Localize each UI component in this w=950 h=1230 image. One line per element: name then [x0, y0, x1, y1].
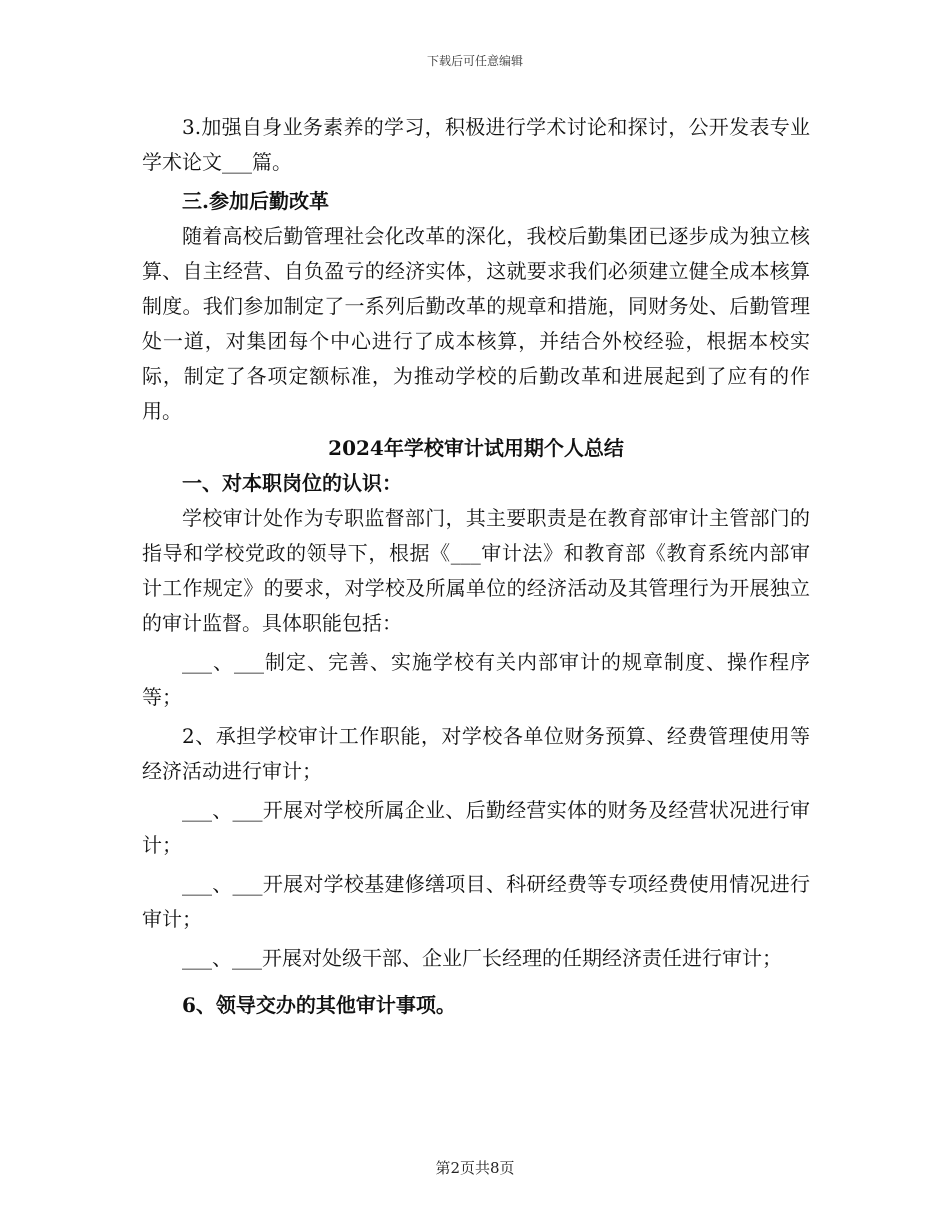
list-item-duty-3: ___、___开展对学校所属企业、后勤经营实体的财务及经营状况进行审计； — [142, 798, 810, 857]
page-header: 下载后可任意编辑 — [426, 54, 523, 68]
section-heading-job-understanding: 一、对本职岗位的认识： — [182, 471, 402, 495]
list-item-duty-1: ___、___制定、完善、实施学校有关内部审计的规章制度、操作程序等； — [142, 650, 810, 709]
page-footer: 第2页共8页 — [435, 1159, 515, 1177]
list-item-duty-5: ___、___开展对处级干部、企业厂长经理的任期经济责任进行审计； — [182, 946, 782, 970]
list-item-duty-2: 2、承担学校审计工作职能，对学校各单位财务预算、经费管理使用等经济活动进行审计； — [142, 724, 810, 783]
document-title: 2024年学校审计试用期个人总结 — [328, 436, 624, 460]
paragraph-logistics-reform: 随着高校后勤管理社会化改革的深化，我校后勤集团已逐步成为独立核算、自主经营、自负盈亏的经济实体，这就要求我们必须建立健全成本核算制度。我们参加制定了一系列后勤改革的规章和措施，同财务处、后勤管理处一道，对集团每个中心进行了成本核算，并结合外校经验，根据本校实际，制定了各项定额标准，为推动学校的后勤改革和进展起到了应有的作用。 — [142, 224, 810, 423]
list-item-duty-6: 6、领导交办的其他审计事项。 — [182, 993, 456, 1017]
paragraph-academic-study: 3.加强自身业务素养的学习，积极进行学术讨论和探讨，公开发表专业学术论文___篇。 — [142, 115, 810, 174]
document-body — [142, 110, 810, 1023]
paragraph-audit-duties: 学校审计处作为专职监督部门，其主要职责是在教育部审计主管部门的指导和学校党政的领导下，根据《___审计法》和教育部《教育系统内部审计工作规定》的要求，对学校及所属单位的经济活动及其管理行为开展独立的审计监督。具体职能包括： — [142, 506, 810, 635]
section-heading-logistics-reform: 三.参加后勤改革 — [182, 189, 329, 213]
list-item-duty-4: ___、___开展对学校基建修缮项目、科研经费等专项经费使用情况进行审计； — [142, 872, 810, 931]
